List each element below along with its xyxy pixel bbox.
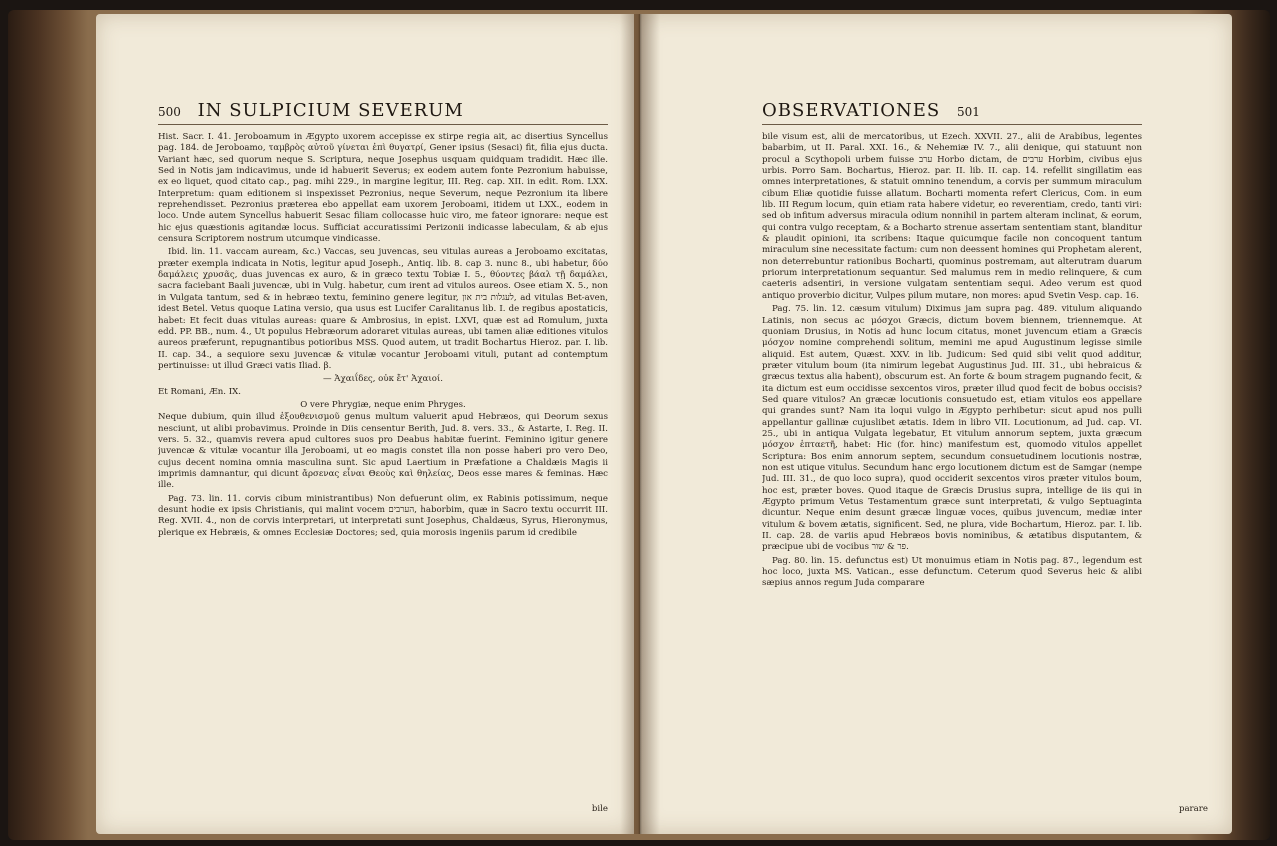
left-paragraph: Pag. 73. lin. 11. corvis cibum ministrantibus) Non defuerunt olim, ex Rabinis potissimum, neque desunt hodie ex ipsis Christianis, qui malint vocem הערבים, haborbim, quæ in Sacro textu occurrit III. Reg. XVII. 4., non de corvis interpretari, ut interpretati sunt Josephus, Chaldæus, Syrus, Hieronymus, plerique ex Hebræis, & omnes Ecclesiæ Doctores; sed, quia morosis ingeniis parum id credibile <box>158 493 608 538</box>
right-catchword: parare <box>1178 804 1208 814</box>
right-running-head <box>762 100 1212 122</box>
left-header-title: IN SULPICIUM SEVERUM <box>197 100 464 121</box>
left-catchword: bile <box>591 804 608 814</box>
left-running-head <box>158 100 608 122</box>
left-page-number: 500 <box>158 105 181 119</box>
right-paragraph: Pag. 75. lin. 12. cæsum vitulum) Diximus jam supra pag. 489. vitulum aliquando Latinis, non secus ac μόσχοι Græcis, dictum bovem biennem, triennemque. At quoniam Drusius, in Notis ad hunc locum citatus, monet juvencum etiam a Græcis μόσχον nomine comprehendi solitum, memini me apud Augustinum legisse simile aliquid. Est autem, Quæst. XXV. in lib. Judicum: Sed quid sibi velit quod additur, præter vitulum boum (ita nimirum legebat Augustinus Jud. III. 31., ubi hebraicus & græcus textus alia habent), obscurum est. An forte & boum stragem pugnando fecit, & ita dictum est eum occidisse sexcentos viros, præter illud quod fecit de bobus occisis? Sed quare vitulos? An græcæ locutionis consuetudo est, etiam vitulos eos appellare qui grandes sunt? Nam ita loqui vulgo in Ægypto perhibetur: sicut apud nos pulli appellantur gallinæ cujuslibet ætatis. Idem in libro VII. Locutionum, ad Jud. cap. VI. 25., ubi in antiqua Vulgata legebatur, Et vitulum annorum septem, juxta græcum μόσχον ἑπταετῆ, habet: Hic (for. hinc) manifestum est, quomodo vitulos appellet Scriptura: Bos enim annorum septem, secundum consuetudinem locutionis nostræ, non est utique vitulus. Secundum hanc ergo locutionem dictum est de Samgar (nempe Jud. III. 31., de quo loco supra), quod occiderit sexcentos viros præter vitulos boum, hoc est, præter boves. Quod itaque de Græcis Drusius supra, intellige de iis qui in Ægypto primum Vetus Testamentum græce sunt interpretati, & vulgo Septuaginta dicuntur. Neque enim desunt græcæ linguæ voces, quibus juvencum, mediæ inter vitulum & bovem ætatis, significent. Sed, ne plura, vide Bochartum, Hieroz. par. I. lib. II. cap. 28. de variis apud Hebræos bovis nominibus, & ætatibus disputantem, & præcipue ubi de vocibus פר & שור. <box>762 304 1142 553</box>
left-page <box>96 14 634 834</box>
right-page <box>640 14 1232 834</box>
left-header-rule <box>158 124 608 125</box>
left-verse: — Ἀχαιΐδες, οὐκ ἔτ' Ἀχαιοί. <box>322 374 443 385</box>
right-header-rule <box>762 124 1142 125</box>
right-paragraph: bile visum est, alii de mercatoribus, ut Ezech. XXVII. 27., alii de Arabibus, legentes babarbim, ut II. Paral. XXI. 16., & Nehemiæ IV. 7., alii denique, qui statuunt non procul a Scythopoli urbem fuisse ערב Horbo dictam, de ערבים Horbim, civibus ejus urbis. Porro Sam. Bochartus, Hieroz. par. II. lib. II. cap. 14. refellit singillatim eas omnes interpretationes, & statuit omnino tenendum, a corvis per summum miraculum cibum Eliæ quotidie fuisse allatum. Bocharti momenta refert Clericus, Com. in eum lib. III Regum locum, quin etiam rata habere videtur, eo reverentiam, credo, tanti viri: sed ob infitum adversus miracula odium nonnihil in partem alteram inclinat, & eorum, qui contra vulgo receptam, & a Bocharto strenue assertam sententiam stant, blanditur & plaudit opinioni, ita scribens: Itaque quicumque facile non concoquent tantum miraculum sine necessitate factum: cum non deessent homines qui Prophetam alerent, non deterrebuntur rationibus Bocharti, quominus postremam, aut alterutram duarum priorum interpretationum sequantur. Sed malumus rem in medio relinquere, & cum caeteris adsentiri, in versione vulgatam sententiam sequi. Adeo verum est quod antiquo proverbio dicitur, Vulpes pilum mutare, non mores: apud Svetin Vesp. cap. 16. <box>762 132 1142 301</box>
left-paragraph: Ibid. lin. 11. vaccam auream, &c.) Vaccas, seu juvencas, seu vitulas aureas a Jeroboamo excitatas, præter exempla indicata in Notis, legitur apud Joseph., Antiq. lib. 8. cap 3. nunc 8., ubi habetur, δύο δαμάλεις χρυσᾶς, duas juvencas ex auro, & in græco textu Tobiæ I. 5., θύοντες βάαλ τῇ δαμάλει, sacra faciebant Baali juvencæ, ubi in Vulg. habetur, cum irent ad vitulos aureos. Osee etiam X. 5., non in Vulgata tantum, sed & in hebræo textu, feminino genere legitur, לעגלות בית און, ad vitulas Bet-aven, idest Betel. Vetus quoque Latina versio, qua usus est Lucifer Caralitanus lib. I. de regibus apostaticis, habet: Et fecit duas vitulas aureas: quare & Ambrosius, in epist. LXVI, quæ est ad Romulum, juxta edd. PP. BB., num. 4., Ut populus Hebræorum adoraret vitulas aureas, ubi tamen aliæ editiones vitulos aureos præferunt, repugnantibus potioribus MSS. Quod autem, ut tradit Bochartus Hieroz. par. I. lib. II. cap. 34., a sequiore sexu juvencæ & vitulæ vocantur Jeroboami vituli, putant ad contemptum pertinuisse: ut illud Græci vatis Iliad. β. <box>158 247 608 371</box>
right-body-text <box>762 132 1142 822</box>
right-header-title: OBSERVATIONES <box>762 100 941 121</box>
left-verse: O vere Phrygiæ, neque enim Phryges. <box>300 399 466 410</box>
left-paragraph: Hist. Sacr. I. 41. Jeroboamum in Ægypto uxorem accepisse ex stirpe regia ait, ac disertius Syncellus pag. 184. de Jeroboamo, ταμβρὸς αὐτοῦ γίνεται ἐπὶ θυγατρί, Gener ipsius (Sesaci) fit, filia ejus ducta. Variant hæc, sed quorum neque S. Scriptura, neque Josephus usquam quidquam tradidit. Hæc ille. Sed in Notis jam indicavimus, unde id habuerit Severus; ex eodem autem fonte Pezronium habuisse, ex eo liquet, quod citato cap., pag. mihi 229., in margine legitur, III. Reg. cap. XII. in edit. Rom. LXX. Interpretum: quam editionem si inspexisset Pezronius, neque Severum, neque Pezronium ita libere reprehendisset. Pezronius præterea ebo appellat eam uxorem Jeroboami, itidem ut LXX., eodem in loco. Unde autem Syncellus habuerit Sesac filiam collocasse huic viro, me fateor ignorare: neque est hic ejus quæstionis agitandæ locus. Sufficiat accuratissimi Perizonii indicasse labeculam, & ab ejus censura Scriptorem nostrum utcumque vindicasse. <box>158 132 608 245</box>
left-paragraph: Neque dubium, quin illud ἐξουθενισμοῦ genus multum valuerit apud Hebræos, qui Deorum sexus nesciunt, ut alibi probavimus. Proinde in Diis censentur Berith, Jud. 8. vers. 33., & Astarte, I. Reg. II. vers. 5. 32., quamvis revera apud cultores suos pro Deabus habitæ fuerint. Feminino igitur genere juvencæ & vitulæ vocantur illa Jeroboami, ut eo magis constet illa non posse haberi pro vero Deo, cujus decent nomina omnia masculina sunt. Sic apud Laertium in Præfatione a Chaldæis Magis ii imprimis damnantur, qui dicunt ἄρσενας εἶναι Θεοὺς καὶ θηλείας, Deos esse mares & feminas. Hæc ille. <box>158 412 608 491</box>
left-paragraph: Et Romani, Æn. IX. <box>158 386 241 397</box>
right-paragraph: Pag. 80. lin. 15. defunctus est) Ut monuimus etiam in Notis pag. 87., legendum est hoc loco, juxta MS. Vatican., esse defunctum. Ceterum quod Severus heic & alibi sæpius annos regum Juda comparare <box>762 555 1142 589</box>
left-body-text <box>158 132 608 822</box>
right-page-number: 501 <box>957 105 980 119</box>
